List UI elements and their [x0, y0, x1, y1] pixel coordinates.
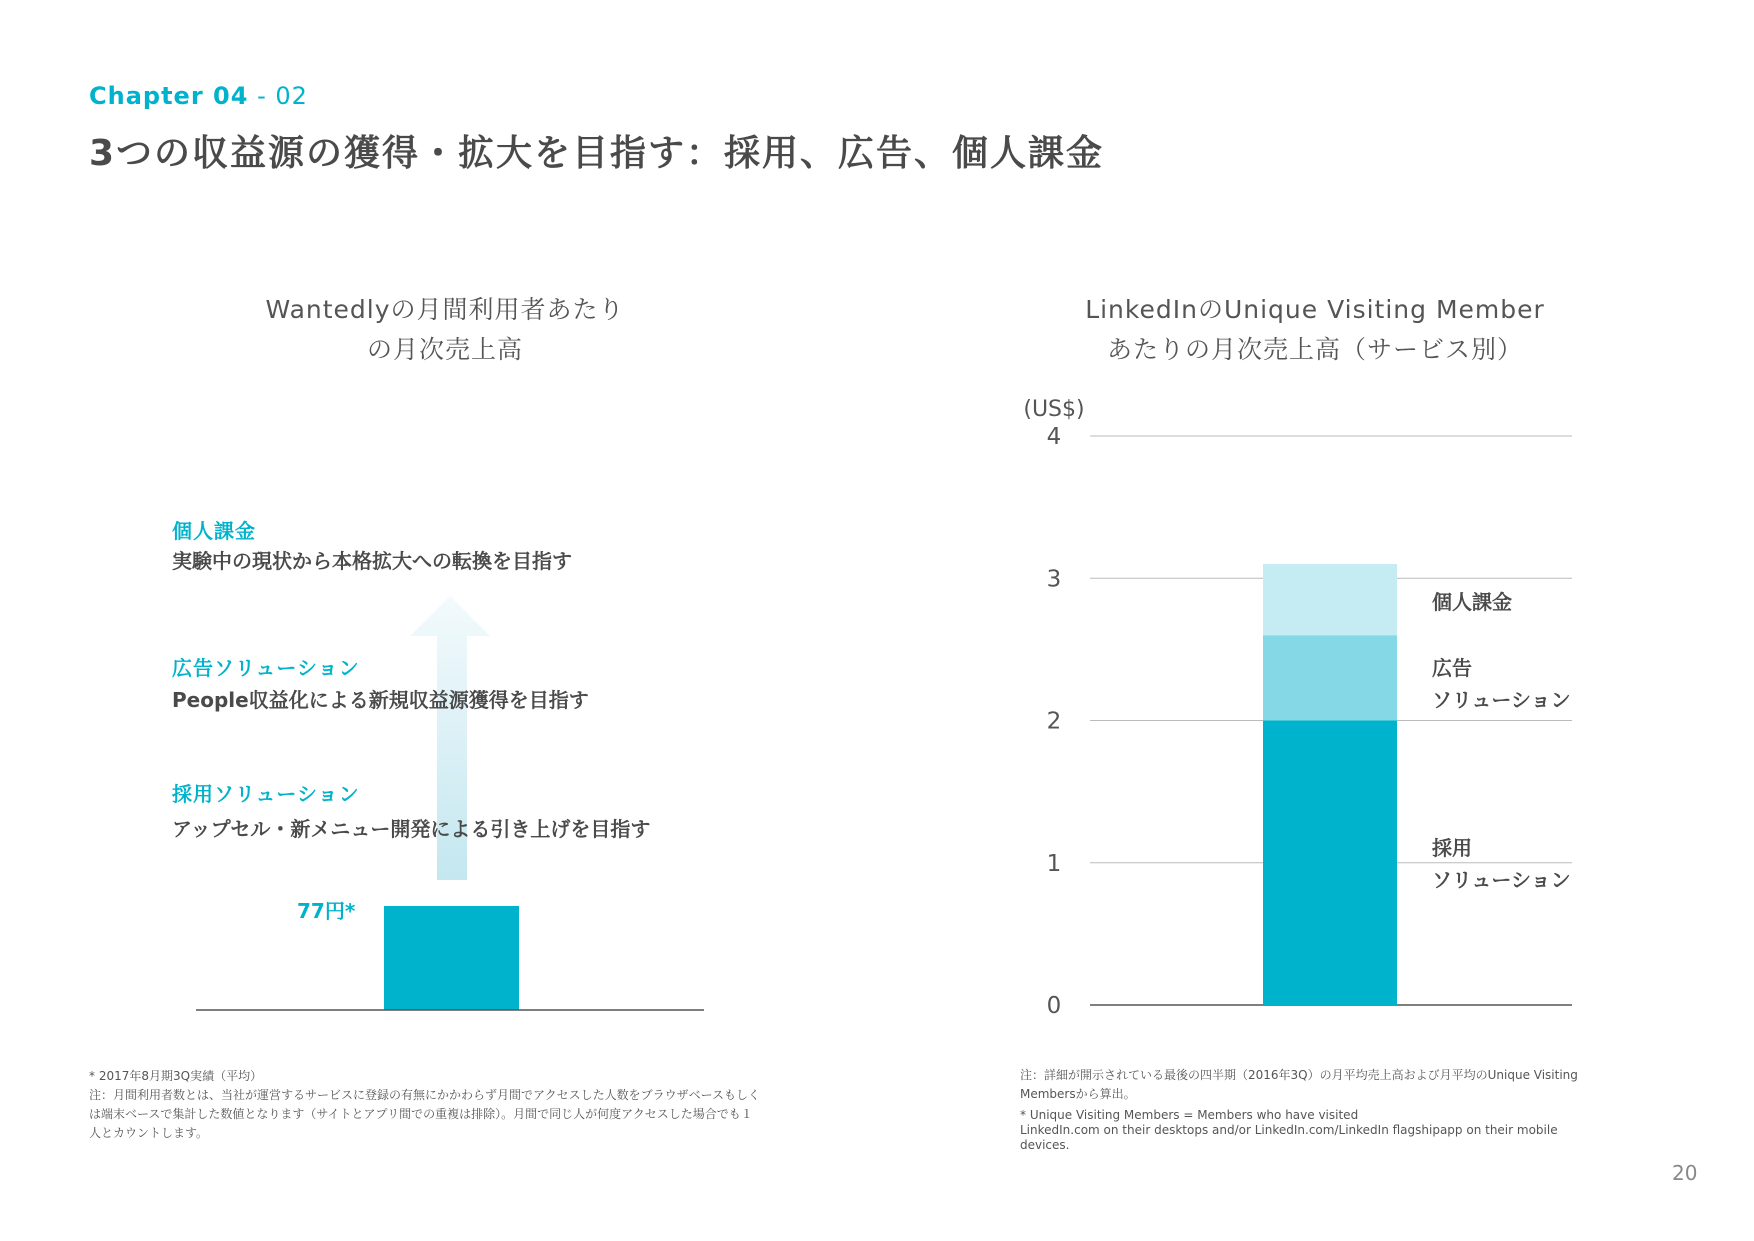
y-tick-1: 1 [1046, 850, 1062, 877]
item-heading-personal: 個人課金 [172, 519, 256, 543]
legend-recruit: 採用 ソリューション [1432, 836, 1571, 892]
item-desc-ads: People収益化による新規収益源獲得を目指す [172, 688, 589, 712]
y-tick-labels [1047, 424, 1062, 1019]
y-tick-4: 4 [1046, 424, 1062, 450]
right-footnote: 注：詳細が開示されている最後の四半期（2016年3Q）の月平均売上高および月平均のUnique Visiting Membersから算出。 * Unique Visiting Members = Members who have visited LinkedIn.com on their desktops and/or LinkedIn.com/LinkedIn flagshipapp on their mobile devices. [1020, 1068, 1578, 1152]
item-heading-recruit: 採用ソリューション [172, 782, 360, 806]
item-desc-personal: 実験中の現状から本格拡大への転換を目指す [172, 549, 572, 573]
y-tick-3: 3 [1046, 566, 1062, 593]
stacked-bar [1263, 564, 1397, 1005]
item-desc-recruit: アップセル・新メニュー開発による引き上げを目指す [172, 817, 651, 841]
left-footnote: * 2017年8月期3Q実績（平均） 注：月間利用者数とは、当社が運営するサービスに登録の有無にかかわらず月間でアクセスした人数をブラウザベースもしく は端末ベースで集計した数値となります（サイトとアプリ間での重複は排除）。月間で同じ人が何度アクセスした場合でも１ 人とカウントします。 [89, 1069, 761, 1140]
chapter-label: Chapter 04 - 02 [89, 82, 308, 110]
right-chart-title: LinkedInのUnique Visiting Member あたりの月次売上高（サービス別） [1085, 295, 1545, 364]
left-chart-title: Wantedlyの月間利用者あたり の月次売上高 [265, 295, 625, 364]
y-tick-2: 2 [1046, 708, 1062, 735]
y-axis-unit: (US$) [1023, 397, 1085, 422]
page-number: 20 [1672, 1161, 1698, 1185]
page-title: 3つの収益源の獲得・拡大を目指す：採用、広告、個人課金 [89, 133, 1105, 174]
legend-personal: 個人課金 [1432, 590, 1512, 614]
bar-segment-2 [1263, 564, 1397, 635]
bar-segment-1 [1263, 635, 1397, 720]
price-label: 77円* [297, 899, 356, 923]
bar-segment-0 [1263, 721, 1397, 1006]
legend-ads: 広告 ソリューション [1432, 656, 1571, 712]
y-tick-0: 0 [1046, 993, 1062, 1019]
item-heading-ads: 広告ソリューション [172, 656, 360, 680]
